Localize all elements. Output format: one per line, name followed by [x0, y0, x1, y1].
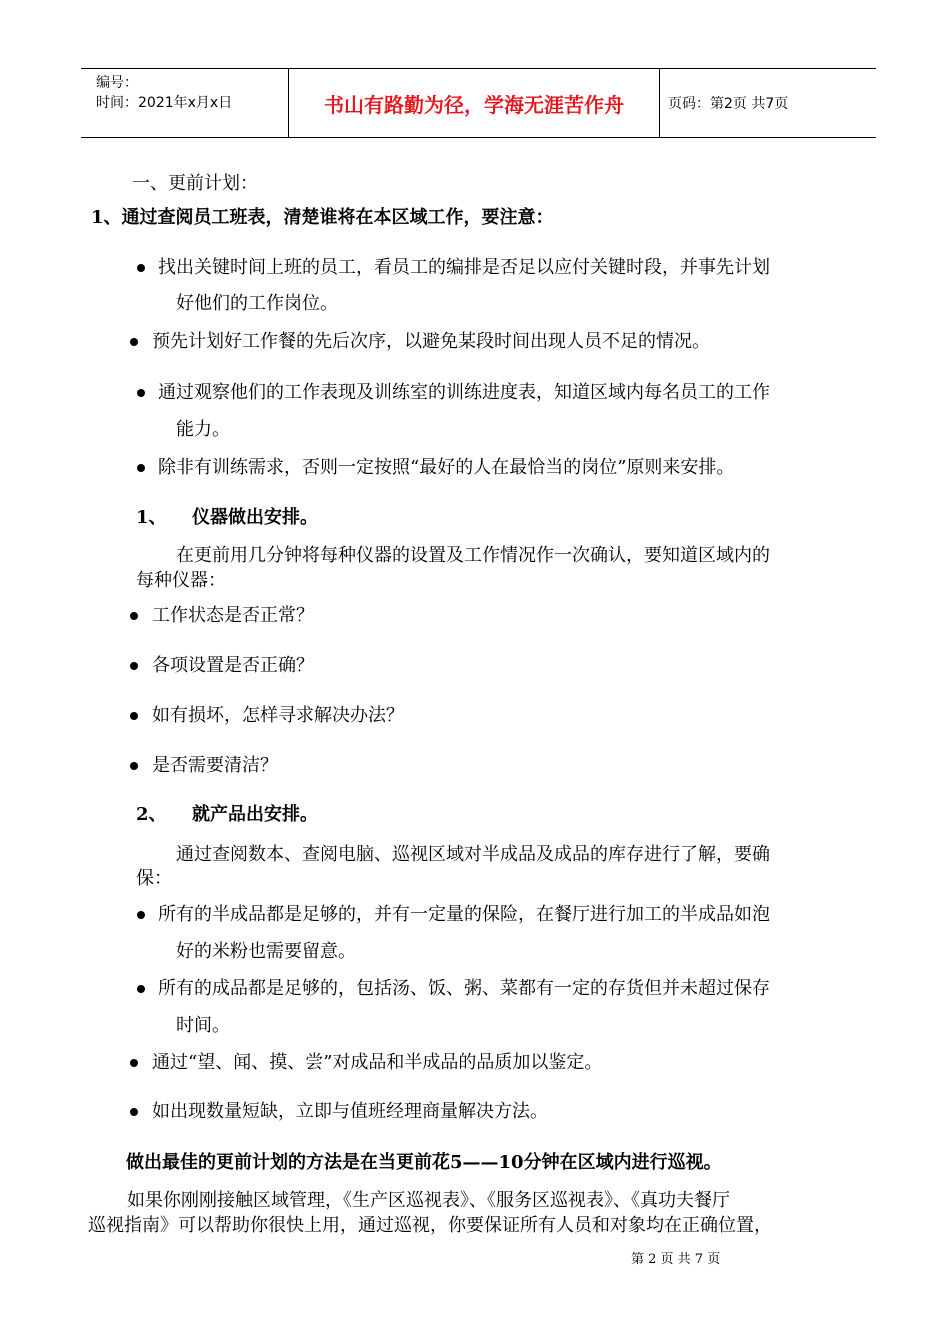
heading-1: 1、通过查阅员工班表，清楚谁将在本区域工作，要注意： [91, 207, 554, 228]
bullet-10-line-1: 所有的成品都是足够的，包括汤、饭、粥、菜都有一定的存货但并未超过保存 [158, 978, 770, 999]
bullet-icon [137, 464, 145, 472]
bullet-icon [130, 338, 138, 346]
bullet-icon [137, 911, 145, 919]
best-method-heading: 做出最佳的更前计划的方法是在当更前花5——10分钟在区域内进行巡视。 [126, 1152, 722, 1173]
paragraph-3-line-2: 巡视指南》可以帮助你很快上用，通过巡视，你要保证所有人员和对象均在正确位置， [88, 1215, 772, 1236]
bullet-3-line-2: 能力。 [176, 419, 230, 440]
bullet-4: 除非有训练需求，否则一定按照“最好的人在最恰当的岗位”原则来安排。 [158, 457, 735, 478]
paragraph-1-line-2: 每种仪器： [136, 570, 226, 591]
section-title: 一、更前计划： [132, 173, 258, 194]
bullet-icon [130, 612, 138, 620]
bullet-10-line-2: 时间。 [176, 1015, 230, 1036]
bullet-6: 各项设置是否正确？ [152, 655, 314, 676]
subsection-1-number: 1、 [136, 507, 167, 528]
time-label: 时间：2021年x月x日 [96, 95, 233, 111]
bullet-icon [130, 1108, 138, 1116]
paragraph-1-line-1: 在更前用几分钟将每种仪器的设置及工作情况作一次确认，要知道区域内的 [176, 545, 770, 566]
bullet-3-line-1: 通过观察他们的工作表现及训练室的训练进度表，知道区域内每名员工的工作 [158, 382, 770, 403]
bullet-1-line-1: 找出关键时间上班的员工，看员工的编排是否足以应付关键时段，并事先计划 [158, 257, 770, 278]
bullet-icon [137, 264, 145, 272]
header-page-label: 页码：第2页 共7页 [668, 96, 789, 112]
subsection-1-title: 仪器做出安排。 [192, 507, 318, 528]
bullet-5: 工作状态是否正常？ [152, 605, 314, 626]
bullet-icon [137, 985, 145, 993]
page-footer: 第 2 页 共 7 页 [631, 1252, 721, 1267]
bullet-icon [137, 389, 145, 397]
bullet-icon [130, 662, 138, 670]
bullet-icon [130, 762, 138, 770]
bullet-7: 如有损坏，怎样寻求解决办法？ [152, 705, 404, 726]
bullet-9-line-1: 所有的半成品都是足够的，并有一定量的保险，在餐厅进行加工的半成品如泡 [158, 904, 770, 925]
number-label: 编号： [96, 75, 138, 91]
paragraph-2-line-1: 通过查阅数本、查阅电脑、巡视区域对半成品及成品的库存进行了解，要确 [176, 844, 770, 865]
paragraph-2-line-2: 保： [136, 868, 172, 889]
bullet-2: 预先计划好工作餐的先后次序，以避免某段时间出现人员不足的情况。 [152, 331, 710, 352]
paragraph-3-line-1: 如果你刚刚接触区域管理，《生产区巡视表》、《服务区巡视表》、《真功夫餐厅 [127, 1190, 730, 1211]
subsection-2-title: 就产品出安排。 [192, 804, 318, 825]
bullet-icon [130, 712, 138, 720]
bullet-icon [130, 1059, 138, 1067]
page-header [81, 68, 876, 138]
subsection-2-number: 2、 [136, 804, 167, 825]
bullet-12: 如出现数量短缺，立即与值班经理商量解决方法。 [152, 1101, 548, 1122]
bullet-9-line-2: 好的米粉也需要留意。 [176, 941, 356, 962]
bullet-8: 是否需要清洁？ [152, 755, 278, 776]
header-meta [81, 69, 288, 137]
bullet-1-line-2: 好他们的工作岗位。 [176, 293, 338, 314]
bullet-11: 通过“望、闻、摸、尝”对成品和半成品的品质加以鉴定。 [152, 1052, 603, 1073]
header-motto: 书山有路勤为径，学海无涯苦作舟 [288, 69, 660, 137]
